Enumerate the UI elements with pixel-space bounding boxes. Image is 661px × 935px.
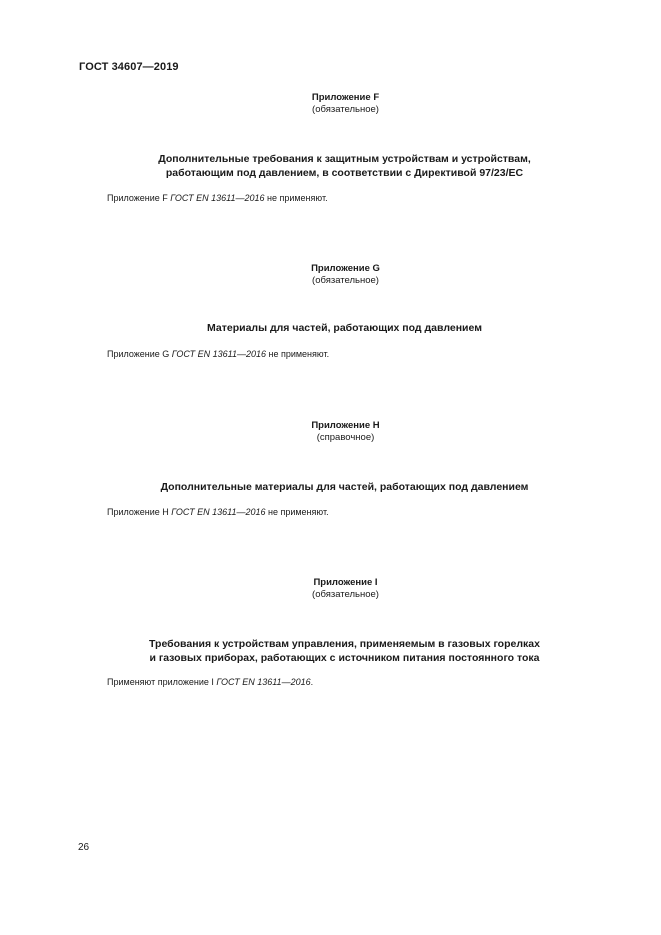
annex-title: Приложение H — [311, 420, 380, 431]
standard-reference: ГОСТ EN 13611—2016 — [171, 349, 266, 359]
annex-f-body — [107, 192, 328, 204]
annex-h-heading — [0, 481, 661, 495]
annex-heading-line: работающим под давлением, в соответствии с Директивой 97/23/EC — [165, 166, 524, 179]
body-text: не применяют. — [265, 349, 330, 359]
annex-title: Приложение F — [311, 92, 380, 103]
annex-heading-line: Требования к устройствам управления, применяемым в газовых горелках — [149, 638, 540, 650]
annex-i-caption — [0, 577, 661, 601]
standard-reference: ГОСТ EN 13611—2016 — [171, 507, 266, 517]
annex-i-heading — [0, 638, 661, 665]
annex-f-heading — [0, 153, 661, 180]
body-text: не применяют. — [265, 507, 329, 517]
page-number: 26 — [78, 842, 90, 853]
body-text: Приложение F — [107, 193, 171, 203]
standard-reference: ГОСТ EN 13611—2016 — [170, 193, 265, 203]
annex-g-body — [107, 348, 329, 360]
annex-f-caption — [0, 92, 661, 116]
body-text: Приложение H — [107, 507, 172, 517]
body-text: Применяют приложение I — [107, 677, 217, 687]
annex-heading-line: Дополнительные требования к защитным устройствам и устройствам, — [158, 153, 531, 165]
annex-status: (справочное) — [316, 432, 375, 443]
annex-h-body — [107, 506, 329, 518]
annex-heading-line: Дополнительные материалы для частей, работающих под давлением — [160, 481, 529, 493]
standard-reference: ГОСТ EN 13611—2016 — [216, 677, 311, 687]
annex-heading-line: и газовых приборах, работающих с источником питания постоянного тока — [149, 651, 540, 664]
annex-status: (обязательное) — [312, 589, 379, 600]
annex-g-heading — [0, 322, 661, 336]
body-text: не применяют. — [264, 193, 328, 203]
annex-heading-line: Материалы для частей, работающих под давлением — [207, 322, 482, 334]
annex-g-caption — [0, 263, 661, 287]
annex-i-body — [107, 676, 313, 688]
annex-title: Приложение G — [311, 263, 380, 274]
body-text: Приложение G — [107, 349, 172, 359]
standard-designation: ГОСТ 34607—2019 — [79, 61, 179, 73]
annex-h-caption — [0, 420, 661, 444]
body-text: . — [310, 677, 314, 687]
annex-status: (обязательное) — [312, 104, 379, 115]
annex-status: (обязательное) — [312, 275, 379, 286]
annex-title: Приложение I — [313, 577, 378, 588]
